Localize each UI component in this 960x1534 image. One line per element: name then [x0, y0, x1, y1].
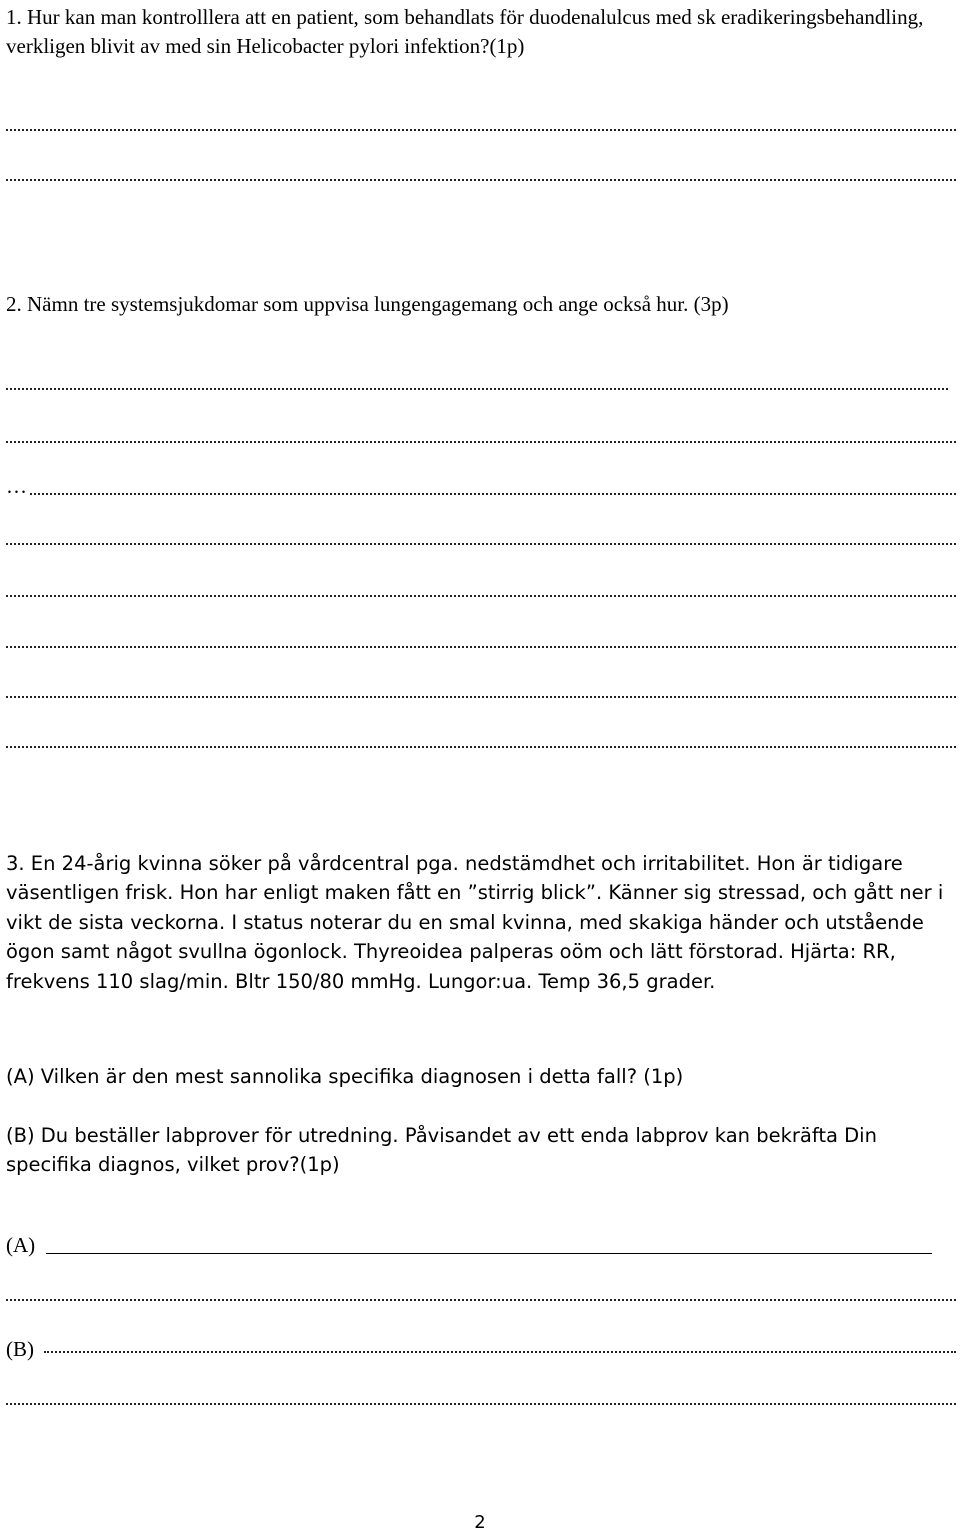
- answer-line-q2-8: [6, 746, 956, 748]
- answer-line-q2-2: [6, 441, 956, 443]
- question-2-text: 2. Nämn tre systemsjukdomar som uppvisa lungengagemang och ange också hur. (3p): [6, 292, 729, 316]
- answer-a-line: [46, 1253, 932, 1254]
- answer-line-a-2: [6, 1299, 956, 1301]
- answer-line-q1-1: [6, 129, 956, 131]
- question-3-case-text: 3. En 24-årig kvinna söker på vårdcentral pga. nedstämdhet och irritabilitet. Hon är tidigare väsentligen frisk. Hon har enligt maken fått en ”stirrig blick”. Känner sig stressad, och gått ner i vikt de sista veckorna. I status noterar du en smal kvinna, med skakiga händer och utstående ögon samt något svullna ögonlock. Thyreoidea palperas oöm och lätt förstorad. Hjärta: RR, frekvens 110 slag/min. Bltr 150/80 mmHg. Lungor:ua. Temp 36,5 grader.: [6, 852, 944, 993]
- question-3a-text: (A) Vilken är den mest sannolika specifika diagnosen i detta fall? (1p): [6, 1065, 684, 1088]
- ellipsis-mark: …: [6, 474, 27, 498]
- answer-line-q2-6: [6, 646, 956, 648]
- answer-b-line: [44, 1351, 956, 1353]
- question-1-text: 1. Hur kan man kontrolllera att en patient, som behandlats för duodenalulcus med sk eradikeringsbehandling, verkligen blivit av med sin Helicobacter pylori infektion?(1p): [6, 5, 924, 58]
- answer-b-label: (B): [6, 1337, 34, 1361]
- answer-line-q2-5: [6, 595, 956, 597]
- question-3b-text: (B) Du beställer labprover för utredning. Påvisandet av ett enda labprov kan bekräfta Din specifika diagnos, vilket prov?(1p): [6, 1124, 877, 1177]
- answer-line-q2-1: [6, 388, 948, 390]
- answer-line-q2-7: [6, 696, 956, 698]
- answer-line-q1-2: [6, 179, 956, 181]
- answer-a-label: (A): [6, 1233, 36, 1257]
- page-number: 2: [474, 1512, 486, 1533]
- answer-line-q2-4: [6, 543, 956, 545]
- answer-line-b-2: [6, 1403, 956, 1405]
- answer-line-q2-3: [30, 493, 956, 495]
